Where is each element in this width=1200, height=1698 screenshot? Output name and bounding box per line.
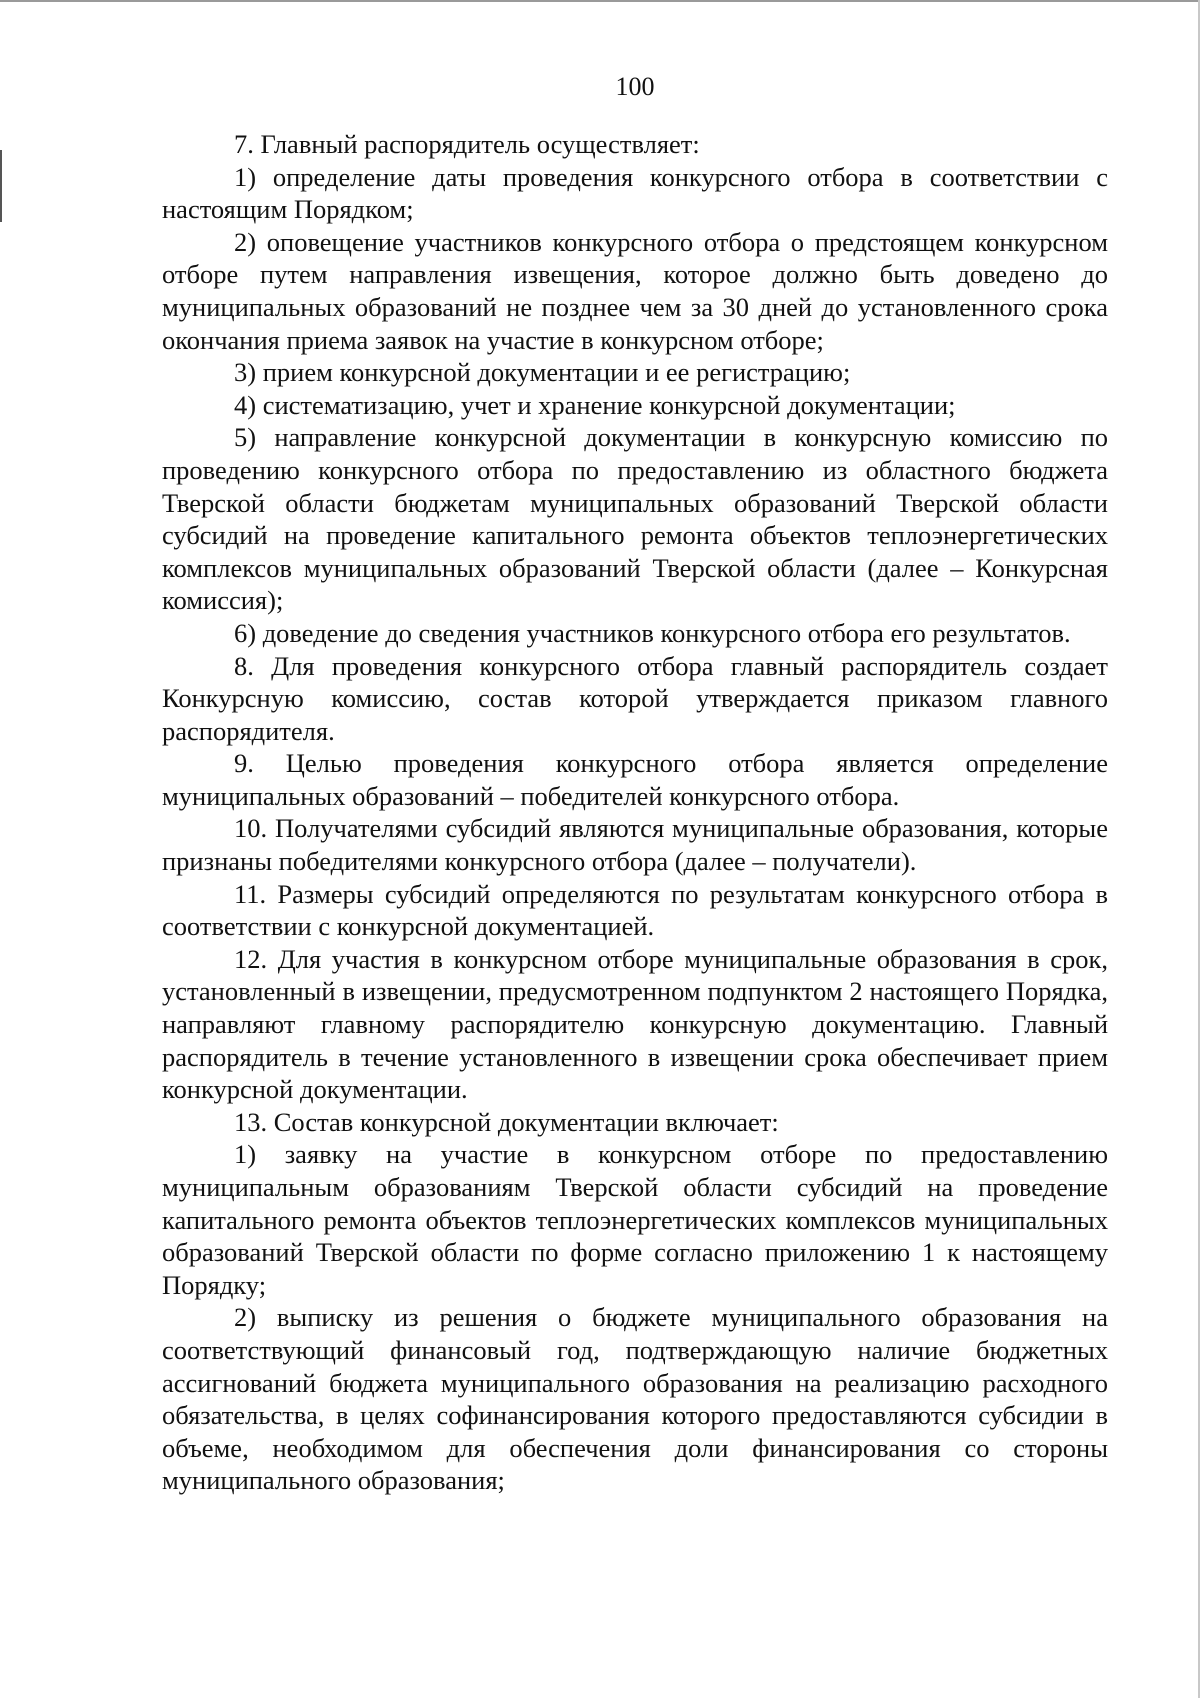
margin-mark (0, 150, 2, 222)
paragraph-13-1: 1) заявку на участие в конкурсном отборе по предоставлению муниципальным образованиям Тверской области субсидий на проведение капитального ремонта объектов теплоэнергетических комплексов муниципальных образований Тверской области по форме согласно приложению 1 к настоящему Порядку; (162, 1139, 1108, 1300)
paragraph-7-4: 4) систематизацию, учет и хранение конкурсной документации; (234, 389, 956, 420)
page-number: 100 (615, 72, 655, 101)
paragraph-7-3: 3) прием конкурсной документации и ее регистрацию; (234, 357, 851, 388)
paragraph-7: 7. Главный распорядитель осуществляет: (234, 129, 700, 159)
paragraph-10: 10. Получателями субсидий являются муниципальные образования, которые признаны победителями конкурсного отбора (далее – получатели). (162, 813, 1108, 877)
paragraph-7-6: 6) доведение до сведения участников конкурсного отбора его результатов. (234, 617, 1071, 648)
paragraph-13-2: 2) выписку из решения о бюджете муниципального образования на соответствующий финансовый год, подтверждающую наличие бюджетных ассигнований бюджета муниципального образования на реализацию расходного обязательства, в целях софинансирования которого предоставляются субсидии в объеме, необходимом для обеспечения доли финансирования со стороны муниципального образования; (162, 1302, 1108, 1496)
paragraph-13: 13. Состав конкурсной документации включает: (234, 1106, 779, 1137)
paragraph-7-1: 1) определение даты проведения конкурсного отбора в соответствии с настоящим Порядком; (162, 161, 1108, 225)
paragraph-12: 12. Для участия в конкурсном отборе муниципальные образования в срок, установленный в извещении, предусмотренном подпунктом 2 настоящего Порядка, направляют главному распорядителю конкурсную документацию. Главный распорядитель в течение установленного в извещении срока обеспечивает прием конкурсной документации. (162, 943, 1108, 1105)
paragraph-7-5: 5) направление конкурсной документации в конкурсную комиссию по проведению конкурсного отбора по предоставлению из областного бюджета Тверской области бюджетам муниципальных образований Тверской области субсидий на проведение капитального ремонта объектов теплоэнергетических комплексов муниципальных образований Тверской области (далее – Конкурсная комиссия); (162, 422, 1108, 616)
paragraph-9: 9. Целью проведения конкурсного отбора является определение муниципальных образований – победителей конкурсного отбора. (162, 748, 1108, 811)
scan-edge-top (0, 0, 1200, 2)
paragraph-7-2: 2) оповещение участников конкурсного отбора о предстоящем конкурсном отборе путем направления извещения, которое должно быть доведено до муниципальных образований не позднее чем за 30 дней до установленного срока окончания приема заявок на участие в конкурсном отборе; (162, 226, 1108, 355)
paragraph-8: 8. Для проведения конкурсного отбора главный распорядитель создает Конкурсную комиссию, состав которой утверждается приказом главного распорядителя. (162, 650, 1108, 746)
document-body (162, 128, 1108, 1497)
paragraph-11: 11. Размеры субсидий определяются по результатам конкурсного отбора в соответствии с конкурсной документацией. (162, 878, 1108, 942)
